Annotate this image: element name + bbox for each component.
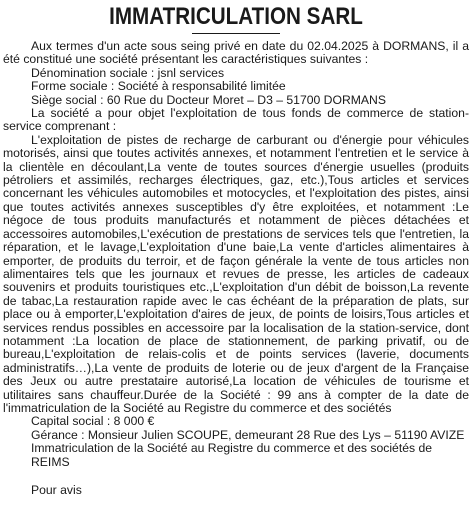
siege-line: Siège social : 60 Rue du Docteur Moret – D3 – 51700 DORMANS [31, 92, 386, 107]
denomination-line: Dénomination sociale : jsnl services [31, 65, 225, 80]
capital-line: Capital social : 8 000 € [31, 414, 155, 429]
objet-details-paragraph: L'exploitation de pistes de recharge de carburant ou d'énergie pour véhicules motorisés, ainsi que toutes activités annexes, et notamment l'entretien et le service à la clientèle en découlant,La vente de toutes sources d'énergie usuelles (produits pétroliers et assimilés, recharges électriques, gaz, etc.),Tous articles et services concernant les véhicules automobiles et motocycles, et l'exploitation des pistes, ainsi que toutes activités annexes susceptibles d'y être exploitées, et notamment :Le négoce de tous produits manufacturés et notamment de pièces détachées et accessoires automobiles,L'exécution de prestations de services tels que l'entretien, la réparation, et le lavage,L'exploitation d'une baie,La vente d'articles alimentaires à emporter, de produits du terroir, et de façon générale la vente de tous articles non alimentaires tels que les journaux et revues de presse, les articles de cadeaux souvenirs et produits touristiques etc.,L'exploitation d'un débit de boisson,La revente de tabac,La restauration rapide avec le cas échéant de la préparation de plats, sur place ou à emporter,L'exploitation d'aires de jeux, de points de loisirs,Tous articles et services rendus possibles en accessoire par la localisation de la station-service, dont notamment :La location de place de stationnement, de parking privatif, ou de bureau,L'exploitation de relais-colis et de points services (laverie, documents administratifs…),La vente de produits de loterie ou de jeux d'argent de la Française des Jeux ou autre prestataire autorisé,La location de véhicules de tourisme et utilitaires sans chauffeur.Durée de la Société : 99 ans à compter de la date de l'immatriculation de la Société au Registre du commerce et des sociétés [3, 132, 469, 415]
immatriculation-line: Immatriculation de la Société au Registre du commerce et des sociétés de REIMS [31, 441, 433, 469]
forme-line: Forme sociale : Société à responsabilité limitée [31, 79, 286, 94]
notice-title: IMMATRICULATION SARL [109, 3, 363, 30]
intro-paragraph: Aux termes d'un acte sous seing privé en date du 02.04.2025 à DORMANS, il a été constitué une société présentant les caractéristiques suivantes : [3, 39, 469, 67]
gerance-line: Gérance : Monsieur Julien SCOUPE, demeurant 28 Rue des Lys – 51190 AVIZE [31, 427, 465, 442]
title-underline [192, 33, 280, 34]
objet-intro-paragraph: La société a pour objet l'exploitation de tous fonds de commerce de station-service comprenant : [3, 106, 469, 134]
closing-line: Pour avis [31, 483, 82, 497]
